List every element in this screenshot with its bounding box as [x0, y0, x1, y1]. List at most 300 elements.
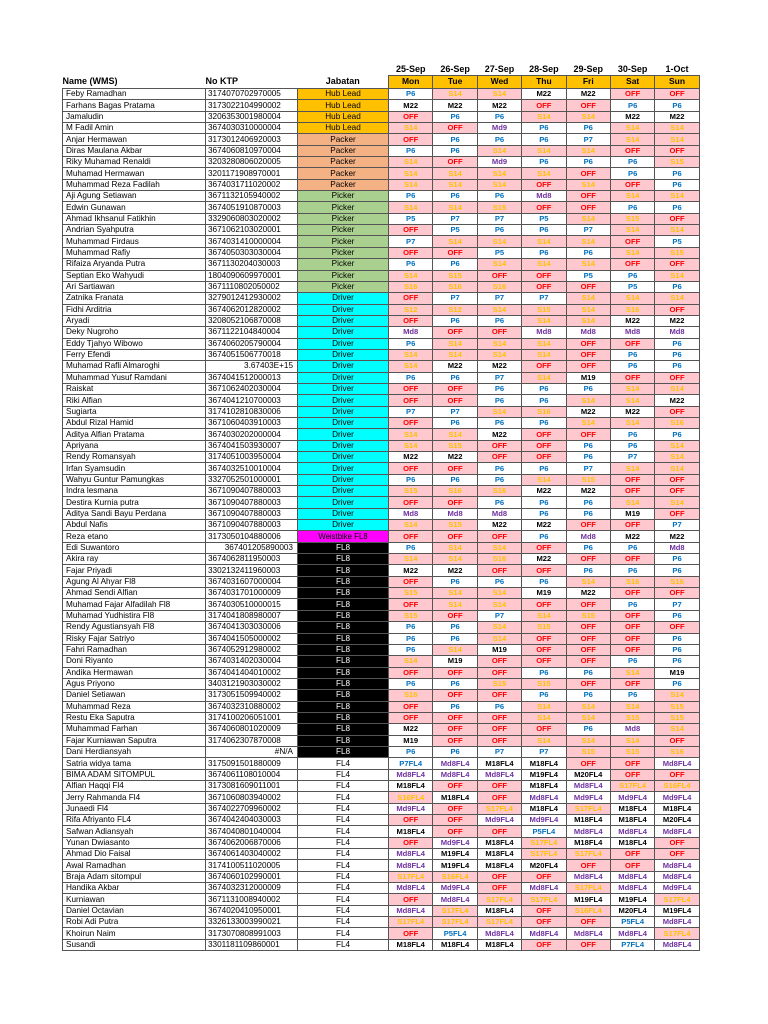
shift-cell: P6: [655, 349, 699, 360]
shift-cell: P6: [566, 440, 610, 451]
shift-cell: P6: [433, 622, 477, 633]
shift-cell: P6: [522, 576, 566, 587]
shift-cell: Md8FL4: [610, 826, 654, 837]
table-row: [63, 588, 700, 599]
ktp-number: 3173051509940002: [206, 690, 298, 701]
employee-name: Aji Agung Setiawan: [63, 191, 206, 202]
shift-cell: M19FL4: [610, 894, 654, 905]
shift-cell: OFF: [566, 429, 610, 440]
employee-name: Destira Kurnia putra: [63, 497, 206, 508]
shift-cell: Md8FL4: [566, 826, 610, 837]
shift-cell: P6: [389, 633, 433, 644]
jabatan-cell: Picker: [298, 236, 389, 247]
ktp-number: 3674060205790004: [206, 338, 298, 349]
shift-cell: S14: [477, 633, 521, 644]
shift-cell: OFF: [433, 123, 477, 134]
shift-cell: M22: [566, 486, 610, 497]
shift-cell: S14: [433, 202, 477, 213]
shift-cell: P6: [522, 383, 566, 394]
employee-name: Abdul Rizal Hamid: [63, 417, 206, 428]
shift-cell: OFF: [522, 644, 566, 655]
employee-name: Muhammad Reza Fadilah: [63, 179, 206, 190]
shift-cell: OFF: [389, 395, 433, 406]
shift-cell: P6: [433, 633, 477, 644]
shift-cell: S14: [566, 576, 610, 587]
shift-cell: OFF: [522, 281, 566, 292]
ktp-number: 3674050303030004: [206, 247, 298, 258]
shift-cell: P6: [522, 417, 566, 428]
table-row: [63, 735, 700, 746]
shift-cell: S16: [477, 554, 521, 565]
shift-cell: OFF: [566, 633, 610, 644]
jabatan-cell: FL4: [298, 758, 389, 769]
table-row: [63, 213, 700, 224]
shift-cell: P6: [522, 157, 566, 168]
shift-cell: OFF: [433, 667, 477, 678]
table-row: [63, 406, 700, 417]
shift-cell: OFF: [477, 656, 521, 667]
shift-cell: P6: [477, 395, 521, 406]
date-header: 30-Sep: [617, 64, 648, 75]
shift-cell: OFF: [610, 758, 654, 769]
shift-cell: S14: [433, 236, 477, 247]
shift-cell: P6: [522, 667, 566, 678]
shift-cell: P6: [433, 315, 477, 326]
jabatan-cell: FL8: [298, 542, 389, 553]
employee-name: Junaedi Fl4: [63, 803, 206, 814]
jabatan-cell: Driver: [298, 417, 389, 428]
shift-cell: P7FL4: [389, 758, 433, 769]
shift-cell: P6: [477, 463, 521, 474]
shift-cell: P7: [477, 293, 521, 304]
shift-cell: P5: [522, 213, 566, 224]
shift-cell: OFF: [389, 225, 433, 236]
shift-cell: S14: [389, 168, 433, 179]
ktp-number: 3674052912980002: [206, 644, 298, 655]
shift-cell: P7: [477, 746, 521, 757]
ktp-number: 3674040801040004: [206, 826, 298, 837]
shift-cell: Md8FL4: [655, 939, 699, 950]
ktp-number: 3674062006870006: [206, 837, 298, 848]
shift-cell: P6: [433, 111, 477, 122]
employee-name: M Fadil Amin: [63, 123, 206, 134]
shift-cell: OFF: [477, 883, 521, 894]
shift-cell: Md8FL4: [566, 780, 610, 791]
shift-cell: S14: [655, 270, 699, 281]
shift-cell: OFF: [477, 871, 521, 882]
employee-name: Aditya Alfian Pratama: [63, 429, 206, 440]
shift-cell: P6: [566, 247, 610, 258]
ktp-number: 3674041404010002: [206, 667, 298, 678]
table-row: [63, 622, 700, 633]
table-row: [63, 780, 700, 791]
shift-cell: P6: [433, 746, 477, 757]
shift-cell: S14: [655, 452, 699, 463]
table-row: [63, 939, 700, 950]
shift-cell: S14: [477, 304, 521, 315]
table-row: [63, 894, 700, 905]
shift-cell: Md8FL4: [655, 871, 699, 882]
schedule-header: [63, 63, 700, 89]
employee-name: Farhans Bagas Pratama: [63, 100, 206, 111]
shift-cell: OFF: [477, 565, 521, 576]
shift-cell: S14: [389, 440, 433, 451]
shift-cell: OFF: [566, 191, 610, 202]
ktp-number: 3208052106870008: [206, 315, 298, 326]
shift-cell: S14: [522, 145, 566, 156]
shift-cell: P6: [655, 678, 699, 689]
table-row: [63, 89, 700, 100]
ktp-number: 3671062103020001: [206, 225, 298, 236]
jabatan-cell: Driver: [298, 315, 389, 326]
jabatan-cell: Driver: [298, 406, 389, 417]
ktp-number: 3671062402030004: [206, 383, 298, 394]
shift-cell: P7: [566, 463, 610, 474]
table-row: [63, 803, 700, 814]
ktp-number: 3671122104840004: [206, 327, 298, 338]
shift-cell: Md8: [610, 327, 654, 338]
employee-name: Alfian Haqqi Fl4: [63, 780, 206, 791]
shift-cell: OFF: [655, 486, 699, 497]
shift-cell: P6: [566, 383, 610, 394]
shift-cell: OFF: [655, 769, 699, 780]
shift-cell: OFF: [433, 463, 477, 474]
shift-cell: OFF: [566, 656, 610, 667]
jabatan-cell: Packer: [298, 168, 389, 179]
shift-cell: M22: [566, 89, 610, 100]
shift-cell: S14: [610, 395, 654, 406]
jabatan-cell: FL4: [298, 917, 389, 928]
shift-cell: Md8: [566, 531, 610, 542]
ktp-number: 3674041303030006: [206, 622, 298, 633]
ktp-column-header: No KTP: [205, 75, 238, 86]
shift-cell: OFF: [566, 554, 610, 565]
employee-name: Abdul Nafis: [63, 520, 206, 531]
shift-cell: S15: [477, 202, 521, 213]
shift-cell: S14: [477, 168, 521, 179]
shift-cell: S15: [433, 270, 477, 281]
ktp-number: 3674051910870003: [206, 202, 298, 213]
table-row: [63, 225, 700, 236]
shift-cell: OFF: [522, 565, 566, 576]
shift-cell: M18FL4: [389, 826, 433, 837]
day-header: Fri: [566, 76, 610, 89]
employee-name: Muhamad Rafli Almaroghi: [63, 361, 206, 372]
table-row: [63, 145, 700, 156]
shift-cell: P6: [433, 678, 477, 689]
shift-cell: S14: [566, 395, 610, 406]
jabatan-cell: FL4: [298, 928, 389, 939]
shift-cell: S14: [610, 191, 654, 202]
jabatan-cell: FL8: [298, 735, 389, 746]
jabatan-cell: FL8: [298, 610, 389, 621]
shift-cell: S15: [610, 213, 654, 224]
date-header: 27-Sep: [484, 64, 515, 75]
date-header: 1-Oct: [665, 64, 689, 75]
employee-name: Andrian Syahputra: [63, 225, 206, 236]
jabatan-cell: FL8: [298, 576, 389, 587]
shift-cell: P6: [610, 349, 654, 360]
shift-cell: M19: [522, 588, 566, 599]
shift-cell: OFF: [610, 372, 654, 383]
shift-cell: OFF: [610, 860, 654, 871]
shift-cell: S14: [433, 89, 477, 100]
jabatan-cell: Picker: [298, 281, 389, 292]
shift-cell: S16: [433, 281, 477, 292]
employee-name: Riky Muhamad Renaldi: [63, 157, 206, 168]
table-row: [63, 383, 700, 394]
jabatan-cell: Driver: [298, 383, 389, 394]
shift-cell: Md9FL4: [655, 883, 699, 894]
shift-cell: S14: [566, 735, 610, 746]
shift-cell: OFF: [389, 463, 433, 474]
shift-cell: M22: [566, 588, 610, 599]
shift-cell: S14: [522, 349, 566, 360]
shift-cell: P6: [655, 281, 699, 292]
shift-cell: S15: [389, 610, 433, 621]
table-row: [63, 905, 700, 916]
shift-cell: M19FL4: [433, 849, 477, 860]
shift-cell: P6: [655, 656, 699, 667]
table-row: [63, 712, 700, 723]
shift-cell: Md8: [566, 327, 610, 338]
ktp-number: 3671060803940002: [206, 792, 298, 803]
shift-cell: P7: [522, 293, 566, 304]
employee-name: Restu Eka Saputra: [63, 712, 206, 723]
shift-cell: Md8FL4: [389, 860, 433, 871]
shift-cell: OFF: [433, 690, 477, 701]
shift-cell: P7: [477, 372, 521, 383]
shift-cell: OFF: [433, 247, 477, 258]
shift-cell: P6: [566, 508, 610, 519]
shift-cell: OFF: [566, 622, 610, 633]
shift-cell: OFF: [566, 599, 610, 610]
shift-cell: OFF: [477, 667, 521, 678]
employee-name: Risky Fajar Satriyo: [63, 633, 206, 644]
table-row: [63, 293, 700, 304]
shift-cell: M18FL4: [389, 939, 433, 950]
shift-cell: S14: [655, 690, 699, 701]
employee-name: Rifa Afriyanto FL4: [63, 815, 206, 826]
shift-cell: Md8FL4: [566, 871, 610, 882]
shift-cell: P6: [522, 225, 566, 236]
shift-cell: P6: [477, 383, 521, 394]
employee-name: Deky Nugroho: [63, 327, 206, 338]
ktp-number: 3674031701000009: [206, 588, 298, 599]
shift-cell: P6: [477, 315, 521, 326]
employee-name: Muhammad Farhan: [63, 724, 206, 735]
table-row: [63, 452, 700, 463]
table-row: [63, 349, 700, 360]
table-row: [63, 100, 700, 111]
shift-cell: OFF: [566, 860, 610, 871]
shift-cell: M22: [566, 406, 610, 417]
ktp-number: 3674042404030003: [206, 815, 298, 826]
shift-cell: OFF: [610, 89, 654, 100]
shift-cell: OFF: [389, 134, 433, 145]
shift-cell: M18FL4: [433, 792, 477, 803]
date-header: 29-Sep: [573, 64, 604, 75]
shift-cell: OFF: [610, 259, 654, 270]
shift-cell: S17FL4: [433, 917, 477, 928]
shift-cell: S14: [566, 712, 610, 723]
table-row: [63, 270, 700, 281]
jabatan-cell: Driver: [298, 361, 389, 372]
ktp-number: 1804090609970001: [206, 270, 298, 281]
table-row: [63, 565, 700, 576]
jabatan-cell: Driver: [298, 463, 389, 474]
shift-cell: OFF: [389, 928, 433, 939]
shift-cell: OFF: [522, 599, 566, 610]
shift-cell: S14: [389, 349, 433, 360]
employee-name: Braja Adam sitompul: [63, 871, 206, 882]
shift-cell: S14: [433, 349, 477, 360]
ktp-number: 3674032312000009: [206, 883, 298, 894]
shift-cell: S15: [389, 486, 433, 497]
shift-cell: OFF: [389, 531, 433, 542]
shift-cell: S14: [655, 440, 699, 451]
shift-cell: M22: [522, 89, 566, 100]
shift-cell: Md8FL4: [610, 883, 654, 894]
shift-cell: M19: [655, 667, 699, 678]
shift-cell: Md9FL4: [610, 792, 654, 803]
shift-cell: S14: [566, 179, 610, 190]
table-row: [63, 361, 700, 372]
shift-cell: OFF: [522, 917, 566, 928]
shift-cell: OFF: [566, 678, 610, 689]
shift-cell: OFF: [610, 588, 654, 599]
jabatan-cell: FL4: [298, 883, 389, 894]
jabatan-cell: Driver: [298, 486, 389, 497]
table-row: [63, 701, 700, 712]
shift-cell: S14: [655, 724, 699, 735]
ktp-number: 3674041503930007: [206, 440, 298, 451]
shift-cell: S15: [477, 678, 521, 689]
ktp-number: 3173022104990002: [206, 100, 298, 111]
shift-cell: OFF: [566, 349, 610, 360]
jabatan-cell: FL4: [298, 826, 389, 837]
shift-cell: S17FL4: [655, 894, 699, 905]
shift-cell: S14: [477, 145, 521, 156]
jabatan-cell: Driver: [298, 429, 389, 440]
shift-cell: P6: [610, 270, 654, 281]
jabatan-cell: FL4: [298, 860, 389, 871]
table-row: [63, 191, 700, 202]
jabatan-cell: Picker: [298, 202, 389, 213]
shift-cell: P6: [655, 100, 699, 111]
shift-cell: S15: [433, 440, 477, 451]
table-row: [63, 508, 700, 519]
shift-cell: OFF: [433, 724, 477, 735]
shift-cell: M20FL4: [610, 905, 654, 916]
table-row: [63, 497, 700, 508]
shift-cell: Md9: [477, 123, 521, 134]
jabatan-cell: FL8: [298, 724, 389, 735]
employee-name: Satria widya tama: [63, 758, 206, 769]
employee-name: Edi Suwantoro: [63, 542, 206, 553]
ktp-number: 3.67403E+15: [206, 361, 298, 372]
ktp-number: 3674022709960002: [206, 803, 298, 814]
shift-cell: S14: [389, 429, 433, 440]
shift-cell: P6: [566, 690, 610, 701]
shift-cell: OFF: [522, 270, 566, 281]
shift-cell: Md8FL4: [610, 928, 654, 939]
shift-cell: S14: [522, 259, 566, 270]
shift-cell: OFF: [433, 735, 477, 746]
shift-cell: S17FL4: [477, 803, 521, 814]
shift-cell: S16FL4: [655, 780, 699, 791]
shift-cell: P6: [610, 440, 654, 451]
employee-name: Susandi: [63, 939, 206, 950]
shift-cell: OFF: [522, 905, 566, 916]
employee-name: Jerry Rahmanda Fl4: [63, 792, 206, 803]
table-row: [63, 179, 700, 190]
table-row: [63, 678, 700, 689]
table-row: [63, 758, 700, 769]
table-row: [63, 372, 700, 383]
jabatan-cell: FL8: [298, 588, 389, 599]
shift-cell: S16: [477, 281, 521, 292]
ktp-number: 3201171908970001: [206, 168, 298, 179]
shift-cell: Md8FL4: [610, 871, 654, 882]
shift-cell: S14: [522, 236, 566, 247]
ktp-number: 3206353001980004: [206, 111, 298, 122]
shift-cell: S16: [389, 690, 433, 701]
shift-cell: M22: [655, 395, 699, 406]
shift-cell: P6: [655, 202, 699, 213]
table-row: [63, 520, 700, 531]
jabatan-cell: Packer: [298, 179, 389, 190]
shift-cell: P5FL4: [610, 917, 654, 928]
shift-cell: S14: [655, 463, 699, 474]
table-row: [63, 554, 700, 565]
ktp-number: 3174102810830006: [206, 406, 298, 417]
shift-cell: S17FL4: [610, 780, 654, 791]
shift-cell: OFF: [522, 179, 566, 190]
shift-cell: OFF: [610, 622, 654, 633]
shift-cell: P6: [477, 111, 521, 122]
shift-cell: OFF: [522, 656, 566, 667]
shift-cell: M18FL4: [522, 780, 566, 791]
employee-name: Handika Akbar: [63, 883, 206, 894]
employee-name: Rendy Romansyah: [63, 452, 206, 463]
shift-cell: S15: [522, 678, 566, 689]
shift-cell: M18FL4: [433, 939, 477, 950]
shift-cell: P6: [433, 134, 477, 145]
shift-cell: S16: [655, 746, 699, 757]
shift-cell: OFF: [522, 939, 566, 950]
shift-cell: P6: [655, 168, 699, 179]
ktp-number: 3674031711020002: [206, 179, 298, 190]
shift-cell: P6: [477, 701, 521, 712]
shift-cell: S14: [433, 599, 477, 610]
shift-cell: OFF: [389, 576, 433, 587]
shift-cell: S17FL4: [477, 894, 521, 905]
jabatan-cell: FL8: [298, 667, 389, 678]
shift-cell: OFF: [566, 758, 610, 769]
shift-cell: S15: [655, 712, 699, 723]
shift-cell: Md8: [610, 724, 654, 735]
shift-cell: Md8: [522, 327, 566, 338]
shift-cell: OFF: [655, 89, 699, 100]
shift-cell: S17FL4: [389, 871, 433, 882]
shift-cell: S12: [389, 304, 433, 315]
shift-cell: Md8FL4: [389, 769, 433, 780]
shift-cell: P6: [389, 338, 433, 349]
shift-cell: OFF: [389, 111, 433, 122]
shift-cell: P6: [477, 576, 521, 587]
ktp-number: 3674041505000002: [206, 633, 298, 644]
